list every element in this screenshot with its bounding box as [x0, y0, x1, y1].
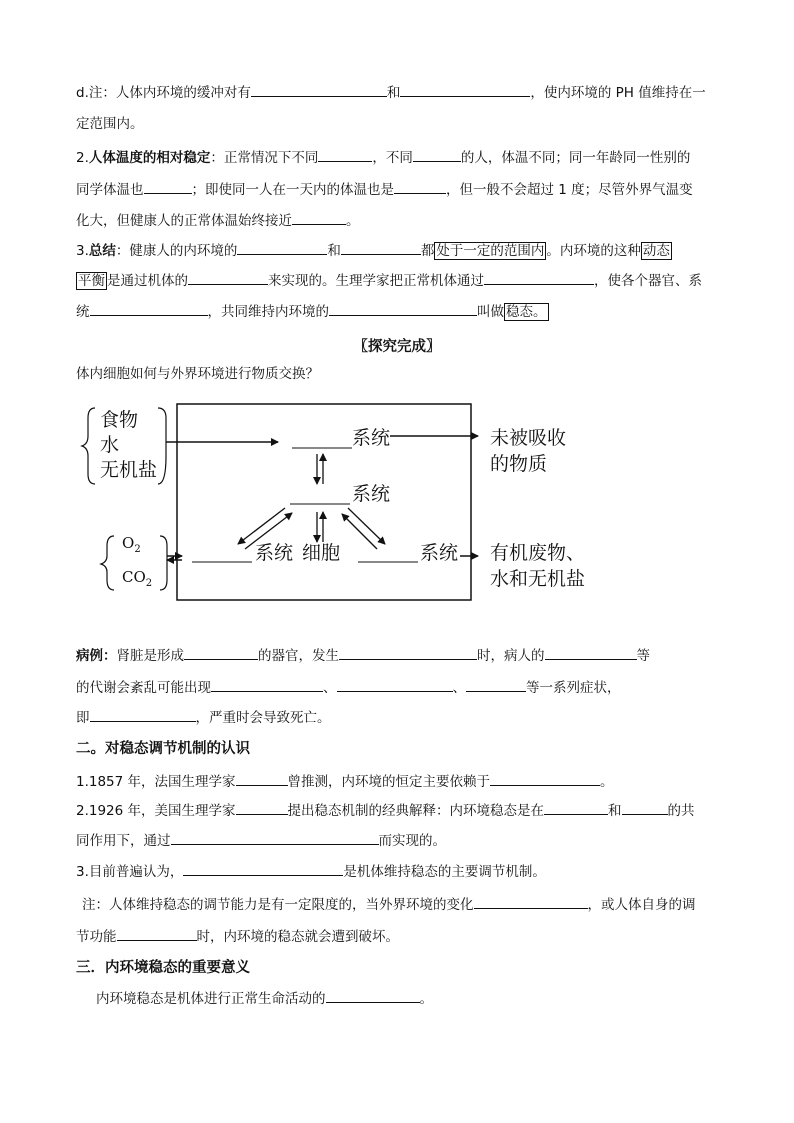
- label-right-system: 系统: [420, 542, 459, 564]
- text: 。: [346, 213, 360, 229]
- text: 等一系列症状，: [526, 680, 621, 696]
- section3-p: [96, 988, 433, 1009]
- section2-heading: 二。对稳态调节机制的认识: [76, 741, 250, 757]
- brace-bottom: [101, 536, 114, 590]
- text: 。: [419, 991, 433, 1007]
- temp-line1: [76, 147, 690, 168]
- blank[interactable]: [292, 210, 346, 225]
- body-box: [177, 404, 471, 600]
- text: 肾脏是形成: [116, 648, 184, 664]
- text: 注：人体维持稳态的调节能力是有一定限度的，当外界环境的变化: [82, 897, 474, 913]
- text: ，使内环境的 PH 值维持在一: [530, 85, 706, 101]
- boxed-text: 平衡: [78, 273, 105, 289]
- input-salt: 无机盐: [100, 459, 158, 481]
- o2-label: $O_2$: [122, 534, 141, 555]
- text: ，使各个器官、系: [594, 273, 702, 289]
- text: 时，内环境的稳态就会遭到破坏。: [196, 929, 399, 945]
- text: 时，病人的: [477, 648, 545, 664]
- text: ，严重时会导致死亡。: [195, 710, 331, 726]
- blank[interactable]: [337, 677, 453, 692]
- blank[interactable]: [545, 645, 637, 660]
- blank[interactable]: [394, 179, 446, 194]
- label-left-system: 系统: [255, 542, 294, 564]
- summary-line1: [76, 240, 672, 261]
- text: 都: [420, 243, 435, 259]
- output-waste-2: 水和无机盐: [490, 568, 586, 590]
- blank[interactable]: [211, 677, 323, 692]
- blank[interactable]: [251, 82, 387, 97]
- blank[interactable]: [490, 771, 600, 786]
- question: 体内细胞如何与外界环境进行物质交换？: [76, 366, 319, 382]
- section2-note-line2: [76, 926, 399, 947]
- case-line1: [76, 645, 650, 666]
- blank[interactable]: [318, 147, 372, 162]
- blank[interactable]: [144, 179, 192, 194]
- text: 同学体温也: [76, 182, 144, 198]
- blank[interactable]: [474, 894, 588, 909]
- section2-p2-line2: [76, 830, 446, 851]
- blank[interactable]: [188, 270, 268, 285]
- case-line3: [76, 707, 331, 728]
- text: 而实现的。: [378, 833, 446, 849]
- brace-bottom-right: [160, 536, 167, 590]
- text: 1.1857 年，法国生理学家: [76, 774, 236, 790]
- blank[interactable]: [413, 147, 461, 162]
- section2-p1: [76, 771, 614, 792]
- text: d.注：人体内环境的缓冲对有: [76, 85, 251, 101]
- section2-p3: [76, 861, 546, 882]
- text: 的器官，发生: [258, 648, 339, 664]
- summary-line2: [76, 270, 702, 291]
- blank[interactable]: [339, 645, 477, 660]
- case-line2: [76, 677, 621, 698]
- boxed-text: 动态: [642, 243, 670, 259]
- text: ，但一般不会超过 1 度；尽管外界气温变: [446, 182, 693, 198]
- text: 内环境稳态是机体进行正常生命活动的: [96, 991, 326, 1007]
- text: 和: [327, 243, 341, 259]
- text: 2.1926 年，美国生理学家: [76, 803, 236, 819]
- section2-note-line1: [82, 894, 696, 915]
- material-exchange-diagram: [80, 396, 600, 606]
- text: 等: [636, 648, 650, 664]
- text: ，共同维持内环境的: [207, 304, 329, 320]
- blank[interactable]: [237, 240, 327, 255]
- boxed-text: 稳态。: [506, 304, 547, 320]
- text: 3.目前普遍认为，: [76, 864, 184, 880]
- text: ，不同: [372, 150, 413, 166]
- section3-heading: 三．内环境稳态的重要意义: [76, 960, 250, 976]
- blank[interactable]: [90, 707, 196, 722]
- blank[interactable]: [544, 800, 608, 815]
- section2-p2-line1: [76, 800, 695, 821]
- text: 来实现的。生理学家把正常机体通过: [268, 273, 484, 289]
- blank[interactable]: [236, 800, 288, 815]
- boxed-text: 处于一定的范围内: [436, 243, 545, 259]
- text: 和: [608, 803, 622, 819]
- blank[interactable]: [400, 82, 530, 97]
- blank[interactable]: [183, 861, 343, 876]
- blank[interactable]: [466, 677, 526, 692]
- output-unabsorbed-2: 的物质: [490, 453, 548, 475]
- output-unabsorbed-1: 未被吸收: [490, 427, 567, 449]
- text: 即: [76, 710, 90, 726]
- text: 定范围内。: [76, 116, 144, 132]
- text: 是通过机体的: [107, 273, 188, 289]
- item-number: 2.: [76, 150, 89, 166]
- note-d-line2: [76, 114, 144, 134]
- blank[interactable]: [341, 240, 421, 255]
- input-food: 食物: [100, 409, 139, 431]
- blank[interactable]: [117, 926, 197, 941]
- summary-line3: [76, 301, 549, 322]
- temp-line2: [76, 179, 693, 200]
- text: 的代谢会紊乱可能出现: [76, 680, 211, 696]
- text: 的人，体温不同；同一年龄同一性别的: [460, 150, 691, 166]
- summary-title: 总结: [88, 243, 116, 259]
- arrow-diag-left-down: [238, 508, 285, 544]
- blank[interactable]: [90, 301, 208, 316]
- blank[interactable]: [184, 645, 258, 660]
- blank[interactable]: [484, 270, 594, 285]
- blank[interactable]: [236, 771, 288, 786]
- text: ：正常情况下不同: [210, 150, 319, 166]
- text: 、: [323, 680, 337, 696]
- text: 节功能: [76, 929, 117, 945]
- blank[interactable]: [326, 988, 420, 1003]
- text: 和: [386, 85, 401, 101]
- text: 化大，但健康人的正常体温始终接近: [76, 213, 292, 229]
- text: 统: [76, 304, 90, 320]
- brace-top: [82, 408, 95, 484]
- text: 的共: [667, 803, 695, 819]
- text: 同作用下，通过: [76, 833, 171, 849]
- text: ，或人体自身的调: [587, 897, 696, 913]
- blank[interactable]: [329, 301, 477, 316]
- brace-top-right: [158, 408, 166, 484]
- text: 提出稳态机制的经典解释：内环境稳态是在: [287, 803, 545, 819]
- text: 是机体维持稳态的主要调节机制。: [343, 864, 546, 880]
- item-number: 3.: [76, 243, 89, 259]
- case-label: 病例：: [76, 648, 117, 664]
- text: 曾推测，内环境的恒定主要依赖于: [287, 774, 491, 790]
- label-top-system: 系统: [352, 427, 391, 449]
- temp-line3: [76, 210, 360, 231]
- output-waste-1: 有机废物、: [490, 542, 586, 564]
- text: ：健康人的内环境的: [115, 243, 238, 259]
- temp-title: 人体温度的相对稳定: [88, 150, 211, 166]
- text: 。内环境的这种: [546, 243, 641, 259]
- text: 、: [452, 680, 466, 696]
- label-cell: 细胞: [302, 542, 341, 564]
- blank[interactable]: [171, 830, 379, 845]
- text: ；即使同一人在一天内的体温也是: [191, 182, 394, 198]
- label-middle-system: 系统: [352, 483, 391, 505]
- input-water: 水: [100, 434, 120, 456]
- text: 。: [600, 774, 614, 790]
- co2-label: $CO_2$: [122, 568, 153, 589]
- explore-heading: 〖探究完成〗: [353, 339, 441, 355]
- note-d-line1: [76, 82, 706, 103]
- blank[interactable]: [622, 800, 668, 815]
- text: 叫做: [477, 304, 504, 320]
